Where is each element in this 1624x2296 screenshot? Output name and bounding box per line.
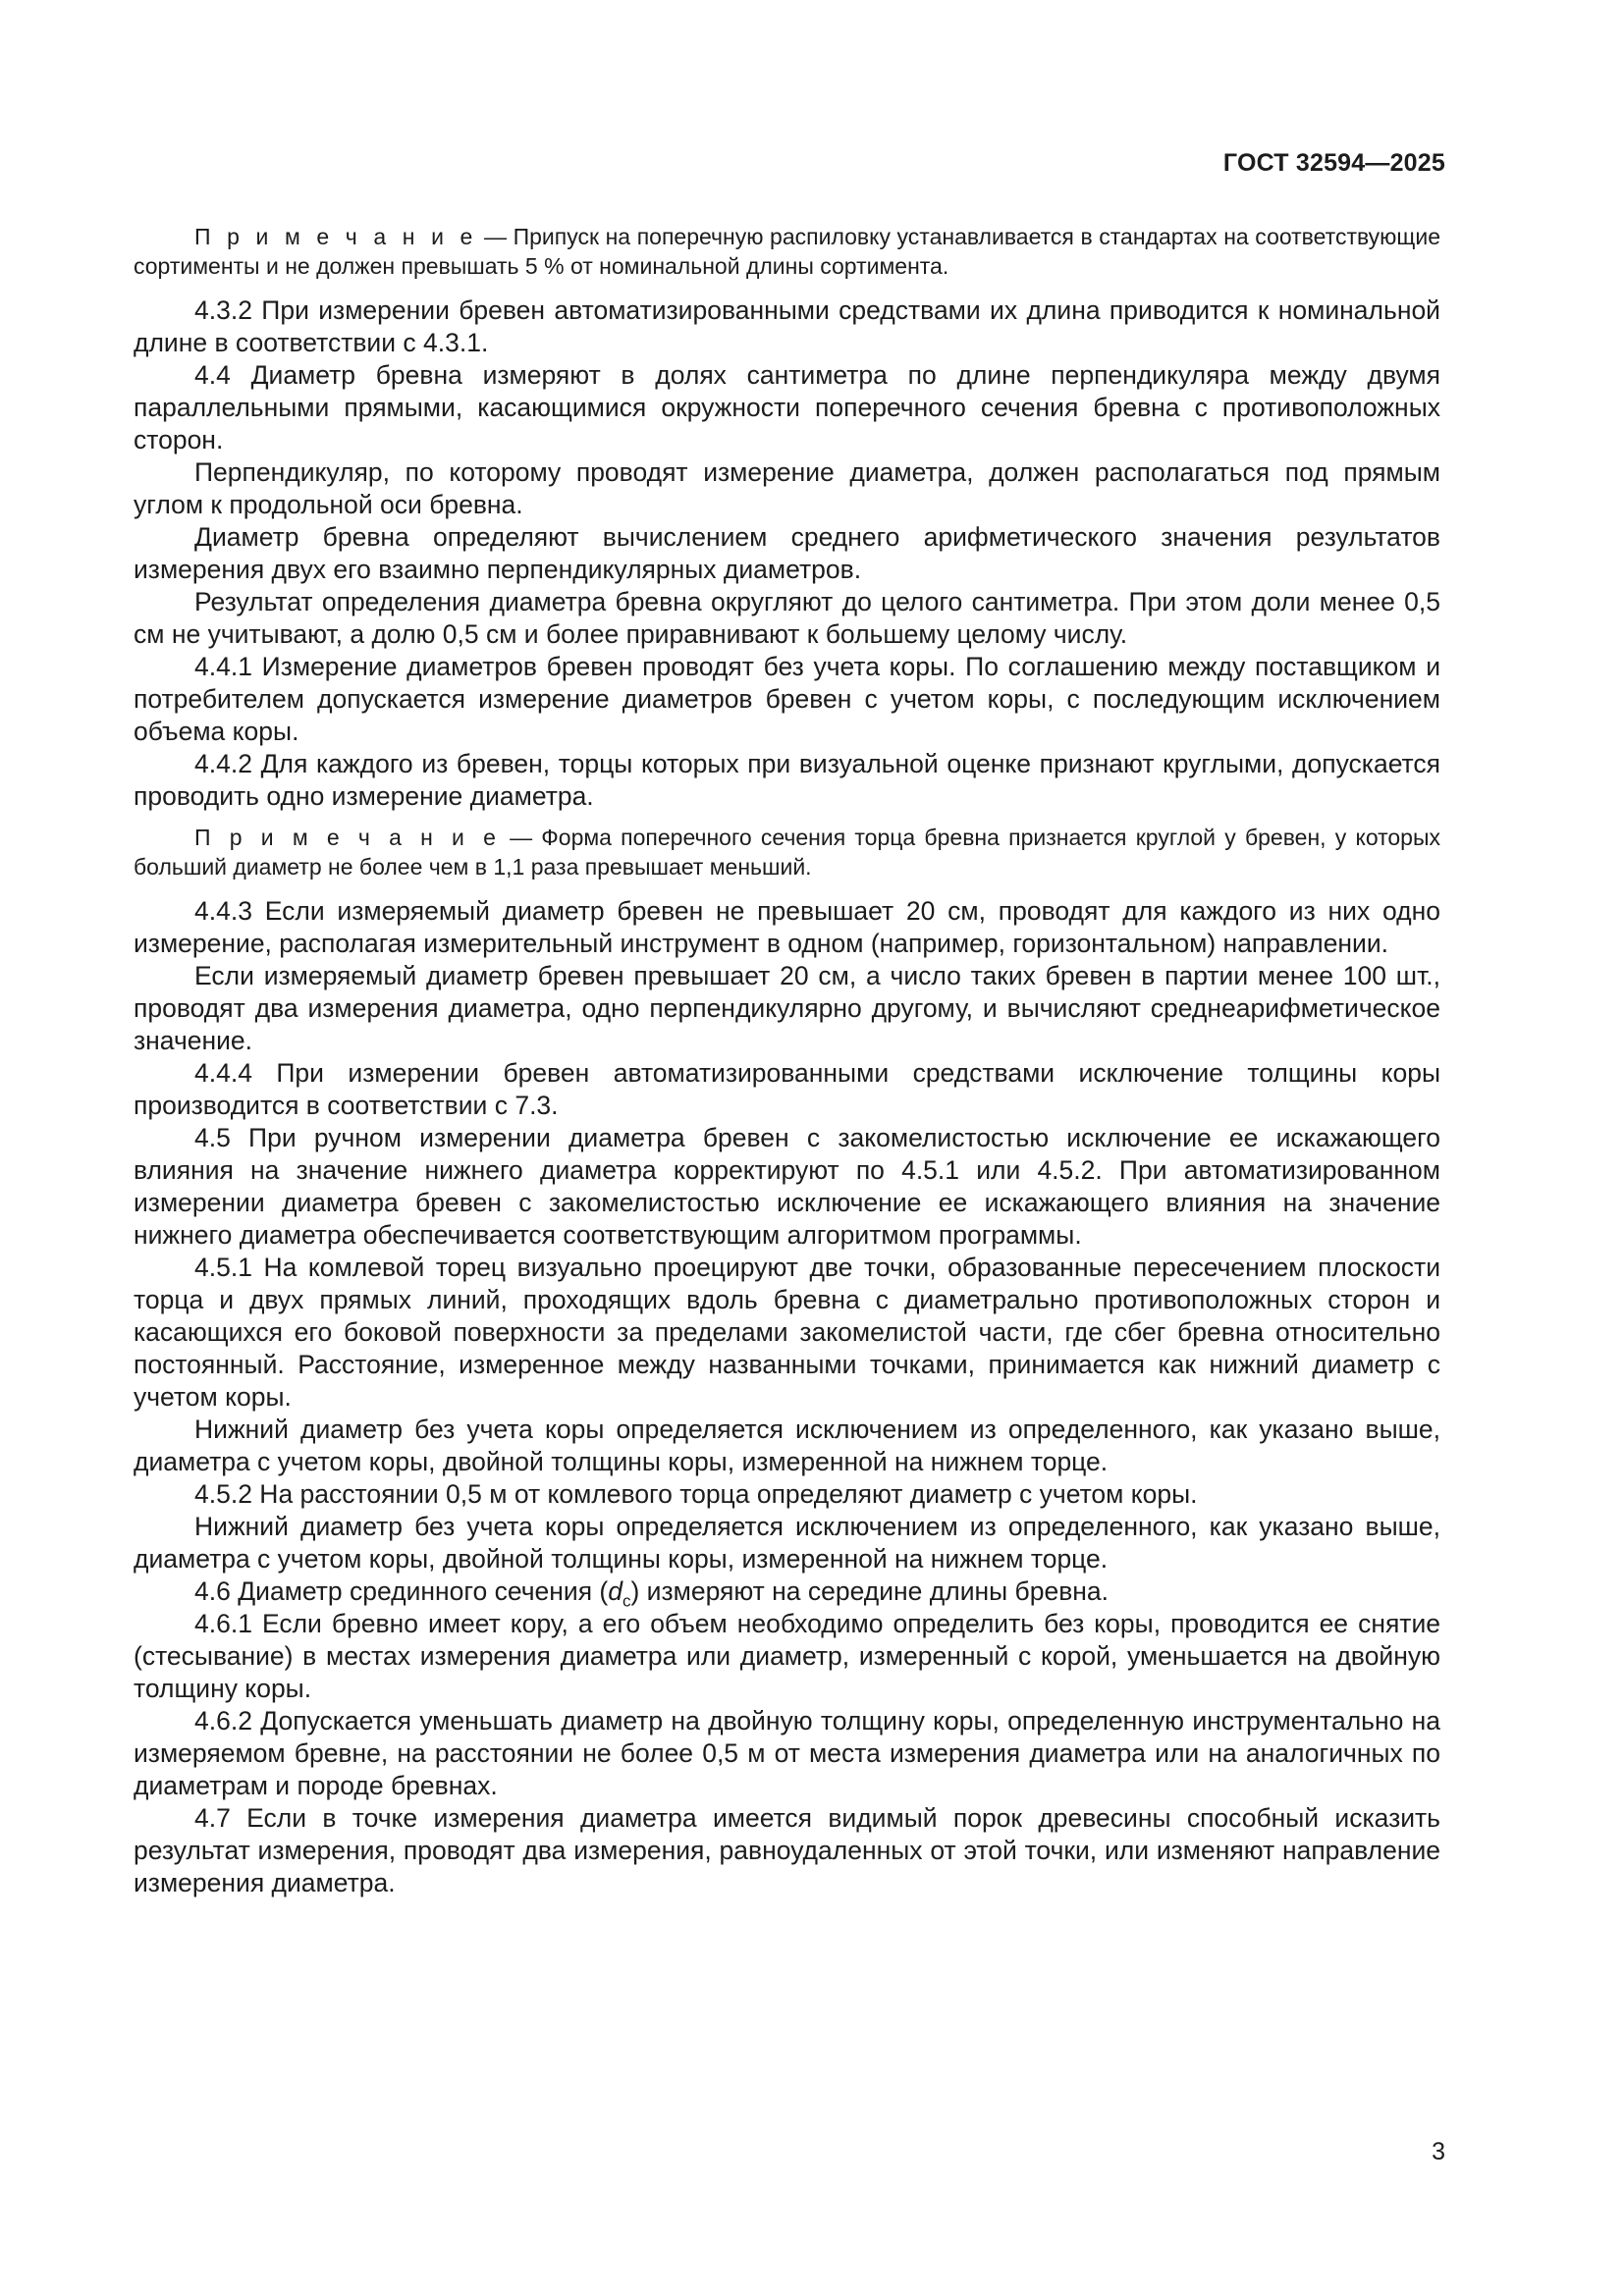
para-4-6-after: ) измеряют на середине длины бревна. bbox=[630, 1576, 1110, 1606]
page-number: 3 bbox=[1432, 2138, 1445, 2165]
para-4-6-before: 4.6 Диаметр срединного сечения ( bbox=[194, 1576, 609, 1606]
paragraph-lower-diameter-2: Нижний диаметр без учета коры определяется исключением из определенного, как указано выше, диаметра с учетом коры, двойной толщины коры, измеренной на нижнем торце. bbox=[134, 1512, 1440, 1574]
paragraph-4-7: 4.7 Если в точке измерения диаметра имеется видимый порок древесины способный исказить результат измерения, проводят два измерения, равноудаленных от этой точки, или изменяют направление измерения диаметра. bbox=[134, 1803, 1440, 1897]
paragraph-diameter-average: Диаметр бревна определяют вычислением среднего арифметического значения результатов измерения двух его взаимно перпендикулярных диаметров. bbox=[134, 522, 1440, 584]
paragraph-over-20cm: Если измеряемый диаметр бревен превышает 20 см, а число таких бревен в партии менее 100 шт., проводят два измерения диаметра, одно перпендикулярно другому, и вычисляют среднеарифметическое значение. bbox=[134, 961, 1440, 1055]
note-label: П р и м е ч а н и е bbox=[194, 224, 478, 249]
note-text: — Форма поперечного сечения торца бревна признается круглой у бревен, у которых больший диаметр не более чем в 1,1 раза превышает меньший. bbox=[134, 825, 1440, 880]
paragraph-4-6 bbox=[134, 1575, 1440, 1611]
paragraph-4-4-1: 4.4.1 Измерение диаметров бревен проводят без учета коры. По соглашению между поставщиком и потребителем допускается измерение диаметров бревен с учетом коры, с последующим исключением объема коры. bbox=[134, 652, 1440, 746]
diameter-variable: d bbox=[608, 1576, 623, 1606]
paragraph-4-4-2: 4.4.2 Для каждого из бревен, торцы которых при визуальной оценке признают круглыми, допускается проводить одно измерение диаметра. bbox=[134, 749, 1440, 811]
note-text: — Припуск на поперечную распиловку устанавливается в стандартах на соответствующие сортименты и не должен превышать 5 % от номинальной длины сортимента. bbox=[134, 224, 1440, 279]
paragraph-rounding: Результат определения диаметра бревна округляют до целого сантиметра. При этом доли менее 0,5 см не учитывают, а долю 0,5 см и более приравнивают к большему целому числу. bbox=[134, 587, 1440, 649]
paragraph-4-5-2: 4.5.2 На расстоянии 0,5 м от комлевого торца определяют диаметр с учетом коры. bbox=[194, 1479, 1198, 1509]
document-code: ГОСТ 32594—2025 bbox=[1222, 149, 1445, 177]
paragraph-4-3-2: 4.3.2 При измерении бревен автоматизированными средствами их длина приводится к номинальной длине в соответствии с 4.3.1. bbox=[134, 295, 1440, 357]
paragraph-4-4: 4.4 Диаметр бревна измеряют в долях сантиметра по длине перпендикуляра между двумя параллельными прямыми, касающимися окружности поперечного сечения бревна с противоположных сторон. bbox=[134, 360, 1440, 454]
note-2 bbox=[134, 823, 1440, 881]
page-content bbox=[134, 222, 1440, 1899]
diameter-subscript: с bbox=[622, 1591, 631, 1611]
paragraph-4-6-2: 4.6.2 Допускается уменьшать диаметр на двойную толщину коры, определенную инструментально на измеряемом бревне, на расстоянии не более 0,5 м от места измерения диаметра или на аналогичных по диаметрам и породе бревнах. bbox=[134, 1706, 1440, 1800]
note-label: П р и м е ч а н и е bbox=[194, 825, 501, 850]
paragraph-4-5: 4.5 При ручном измерении диаметра бревен с закомелистостью исключение ее искажающего влияния на значение нижнего диаметра корректируют по 4.5.1 или 4.5.2. При автоматизированном измерении диаметра бревен с закомелистостью исключение ее искажающего влияния на значение нижнего диаметра обеспечивается соответствующим алгоритмом программы. bbox=[134, 1123, 1440, 1250]
paragraph-4-4-3: 4.4.3 Если измеряемый диаметр бревен не превышает 20 см, проводят для каждого из них одно измерение, располагая измерительный инструмент в одном (например, горизонтальном) направлении. bbox=[134, 896, 1440, 958]
paragraph-lower-diameter-1: Нижний диаметр без учета коры определяется исключением из определенного, как указано выше, диаметра с учетом коры, двойной толщины коры, измеренной на нижнем торце. bbox=[134, 1415, 1440, 1476]
paragraph-4-5-1: 4.5.1 На комлевой торец визуально проецируют две точки, образованные пересечением плоскости торца и двух прямых линий, проходящих вдоль бревна с диаметрально противоположных сторон и касающихся его боковой поверхности за пределами закомелистой части, где сбег бревна относительно постоянный. Расстояние, измеренное между названными точками, принимается как нижний диаметр с учетом коры. bbox=[134, 1253, 1440, 1412]
note-1 bbox=[134, 222, 1440, 281]
paragraph-4-6-1: 4.6.1 Если бревно имеет кору, а его объем необходимо определить без коры, проводится ее снятие (стесывание) в местах измерения диаметра или диаметр, измеренный с корой, уменьшается на двойную толщину коры. bbox=[134, 1609, 1440, 1703]
paragraph-perpendicular: Перпендикуляр, по которому проводят измерение диаметра, должен располагаться под прямым углом к продольной оси бревна. bbox=[134, 457, 1440, 519]
paragraph-4-4-4: 4.4.4 При измерении бревен автоматизированными средствами исключение толщины коры производится в соответствии с 7.3. bbox=[134, 1058, 1440, 1120]
